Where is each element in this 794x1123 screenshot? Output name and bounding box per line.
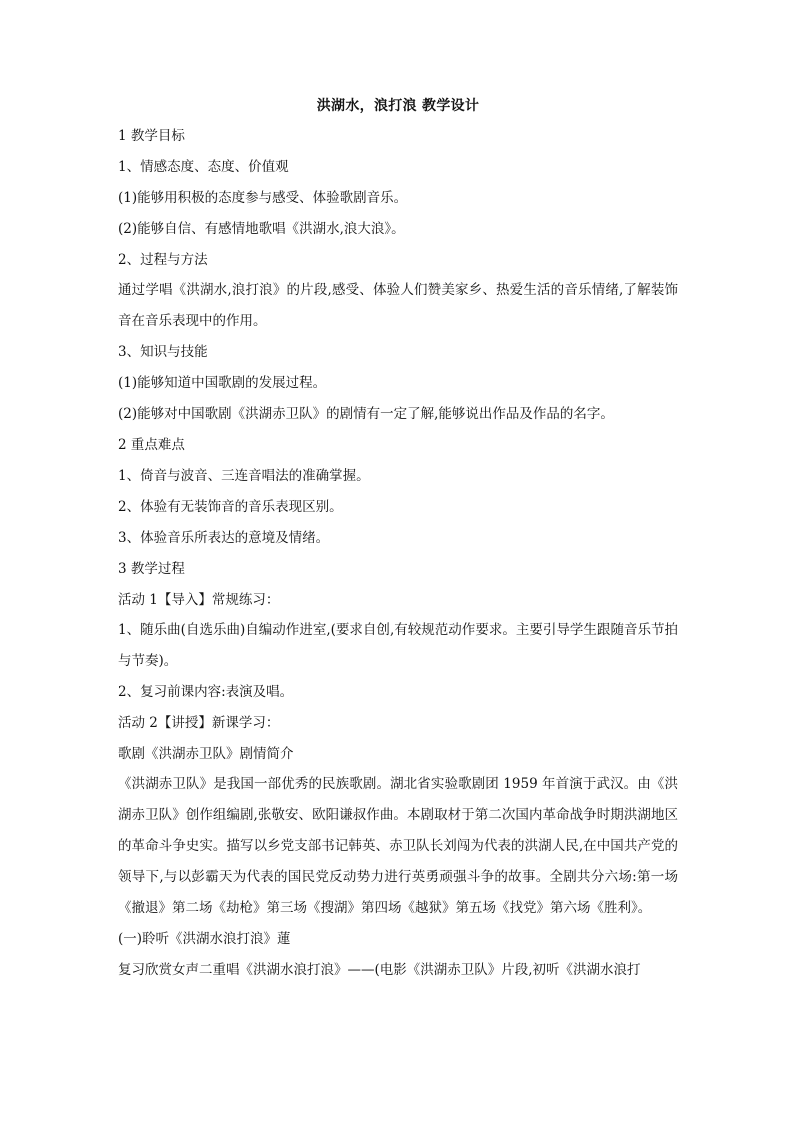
list-item: 1、倚音与波音、三连音唱法的准确掌握。 — [118, 468, 370, 484]
document-page — [118, 96, 678, 991]
paragraph-process: 通过学唱《洪湖水,浪打浪》的片段,感受、体验人们赞美家乡、热爱生活的音乐情绪,了解装饰音在音乐表现中的作用。 — [118, 282, 678, 329]
subheading-listen: (一)聆听《洪湖水浪打浪》蓮 — [118, 931, 291, 947]
list-item: (1)能够知道中国歌剧的发展过程。 — [118, 375, 327, 391]
section-heading-objectives: 1 教学目标 — [118, 128, 185, 144]
subheading-attitude: 1、情感态度、态度、价值观 — [118, 159, 289, 175]
subheading-synopsis: 歌剧《洪湖赤卫队》剧情简介 — [118, 746, 294, 762]
list-item: 3、体验音乐所表达的意境及情绪。 — [118, 530, 330, 546]
section-heading-process: 3 教学过程 — [118, 561, 185, 577]
list-item: (2)能够自信、有感情地歌唱《洪湖水,浪大浪》。 — [118, 221, 405, 237]
list-item: (1)能够用积极的态度参与感受、体验歌剧音乐。 — [118, 190, 408, 206]
list-item: (2)能够对中国歌剧《洪湖赤卫队》的剧情有一定了解,能够说出作品及作品的名字。 — [118, 406, 614, 422]
subheading-knowledge: 3、知识与技能 — [118, 344, 208, 360]
activity-heading-2: 活动 2【讲授】新课学习： — [118, 715, 280, 731]
subheading-process: 2、过程与方法 — [118, 252, 208, 268]
list-item: 2、复习前课内容:表演及唱。 — [118, 684, 294, 700]
paragraph-activity-1: 1、随乐曲(自选乐曲)自编动作进室,(要求自创,有较规范动作要求。主要引导学生跟随音乐节拍与节奏)。 — [118, 622, 678, 669]
paragraph-review: 复习欣赏女声二重唱《洪湖水浪打浪》——(电影《洪湖赤卫队》片段,初听《洪湖水浪打 — [118, 962, 641, 978]
section-heading-difficulties: 2 重点难点 — [118, 437, 185, 453]
list-item: 2、体验有无装饰音的音乐表现区别。 — [118, 499, 343, 515]
document-title: 洪湖水，浪打浪 教学设计 — [316, 98, 480, 114]
paragraph-synopsis: 《洪湖赤卫队》是我国一部优秀的民族歌剧。湖北省实验歌剧团 1959 年首演于武汉。由《洪湖赤卫队》创作组编剧,张敬安、欧阳谦叔作曲。本剧取材于第二次国内革命战争时期洪湖地区的革命斗争史实。描写以乡党支部书记韩英、赤卫队长刘闯为代表的洪湖人民,在中国共产党的领导下,与以彭霸天为代表的国民党反动势力进行英勇顽强斗争的故事。全剧共分六场:第一场《撤退》第二场《劫枪》第三场《搜湖》第四场《越狱》第五场《找党》第六场《胜利》。 — [118, 776, 678, 916]
activity-heading-1: 活动 1【导入】常规练习： — [118, 592, 280, 608]
